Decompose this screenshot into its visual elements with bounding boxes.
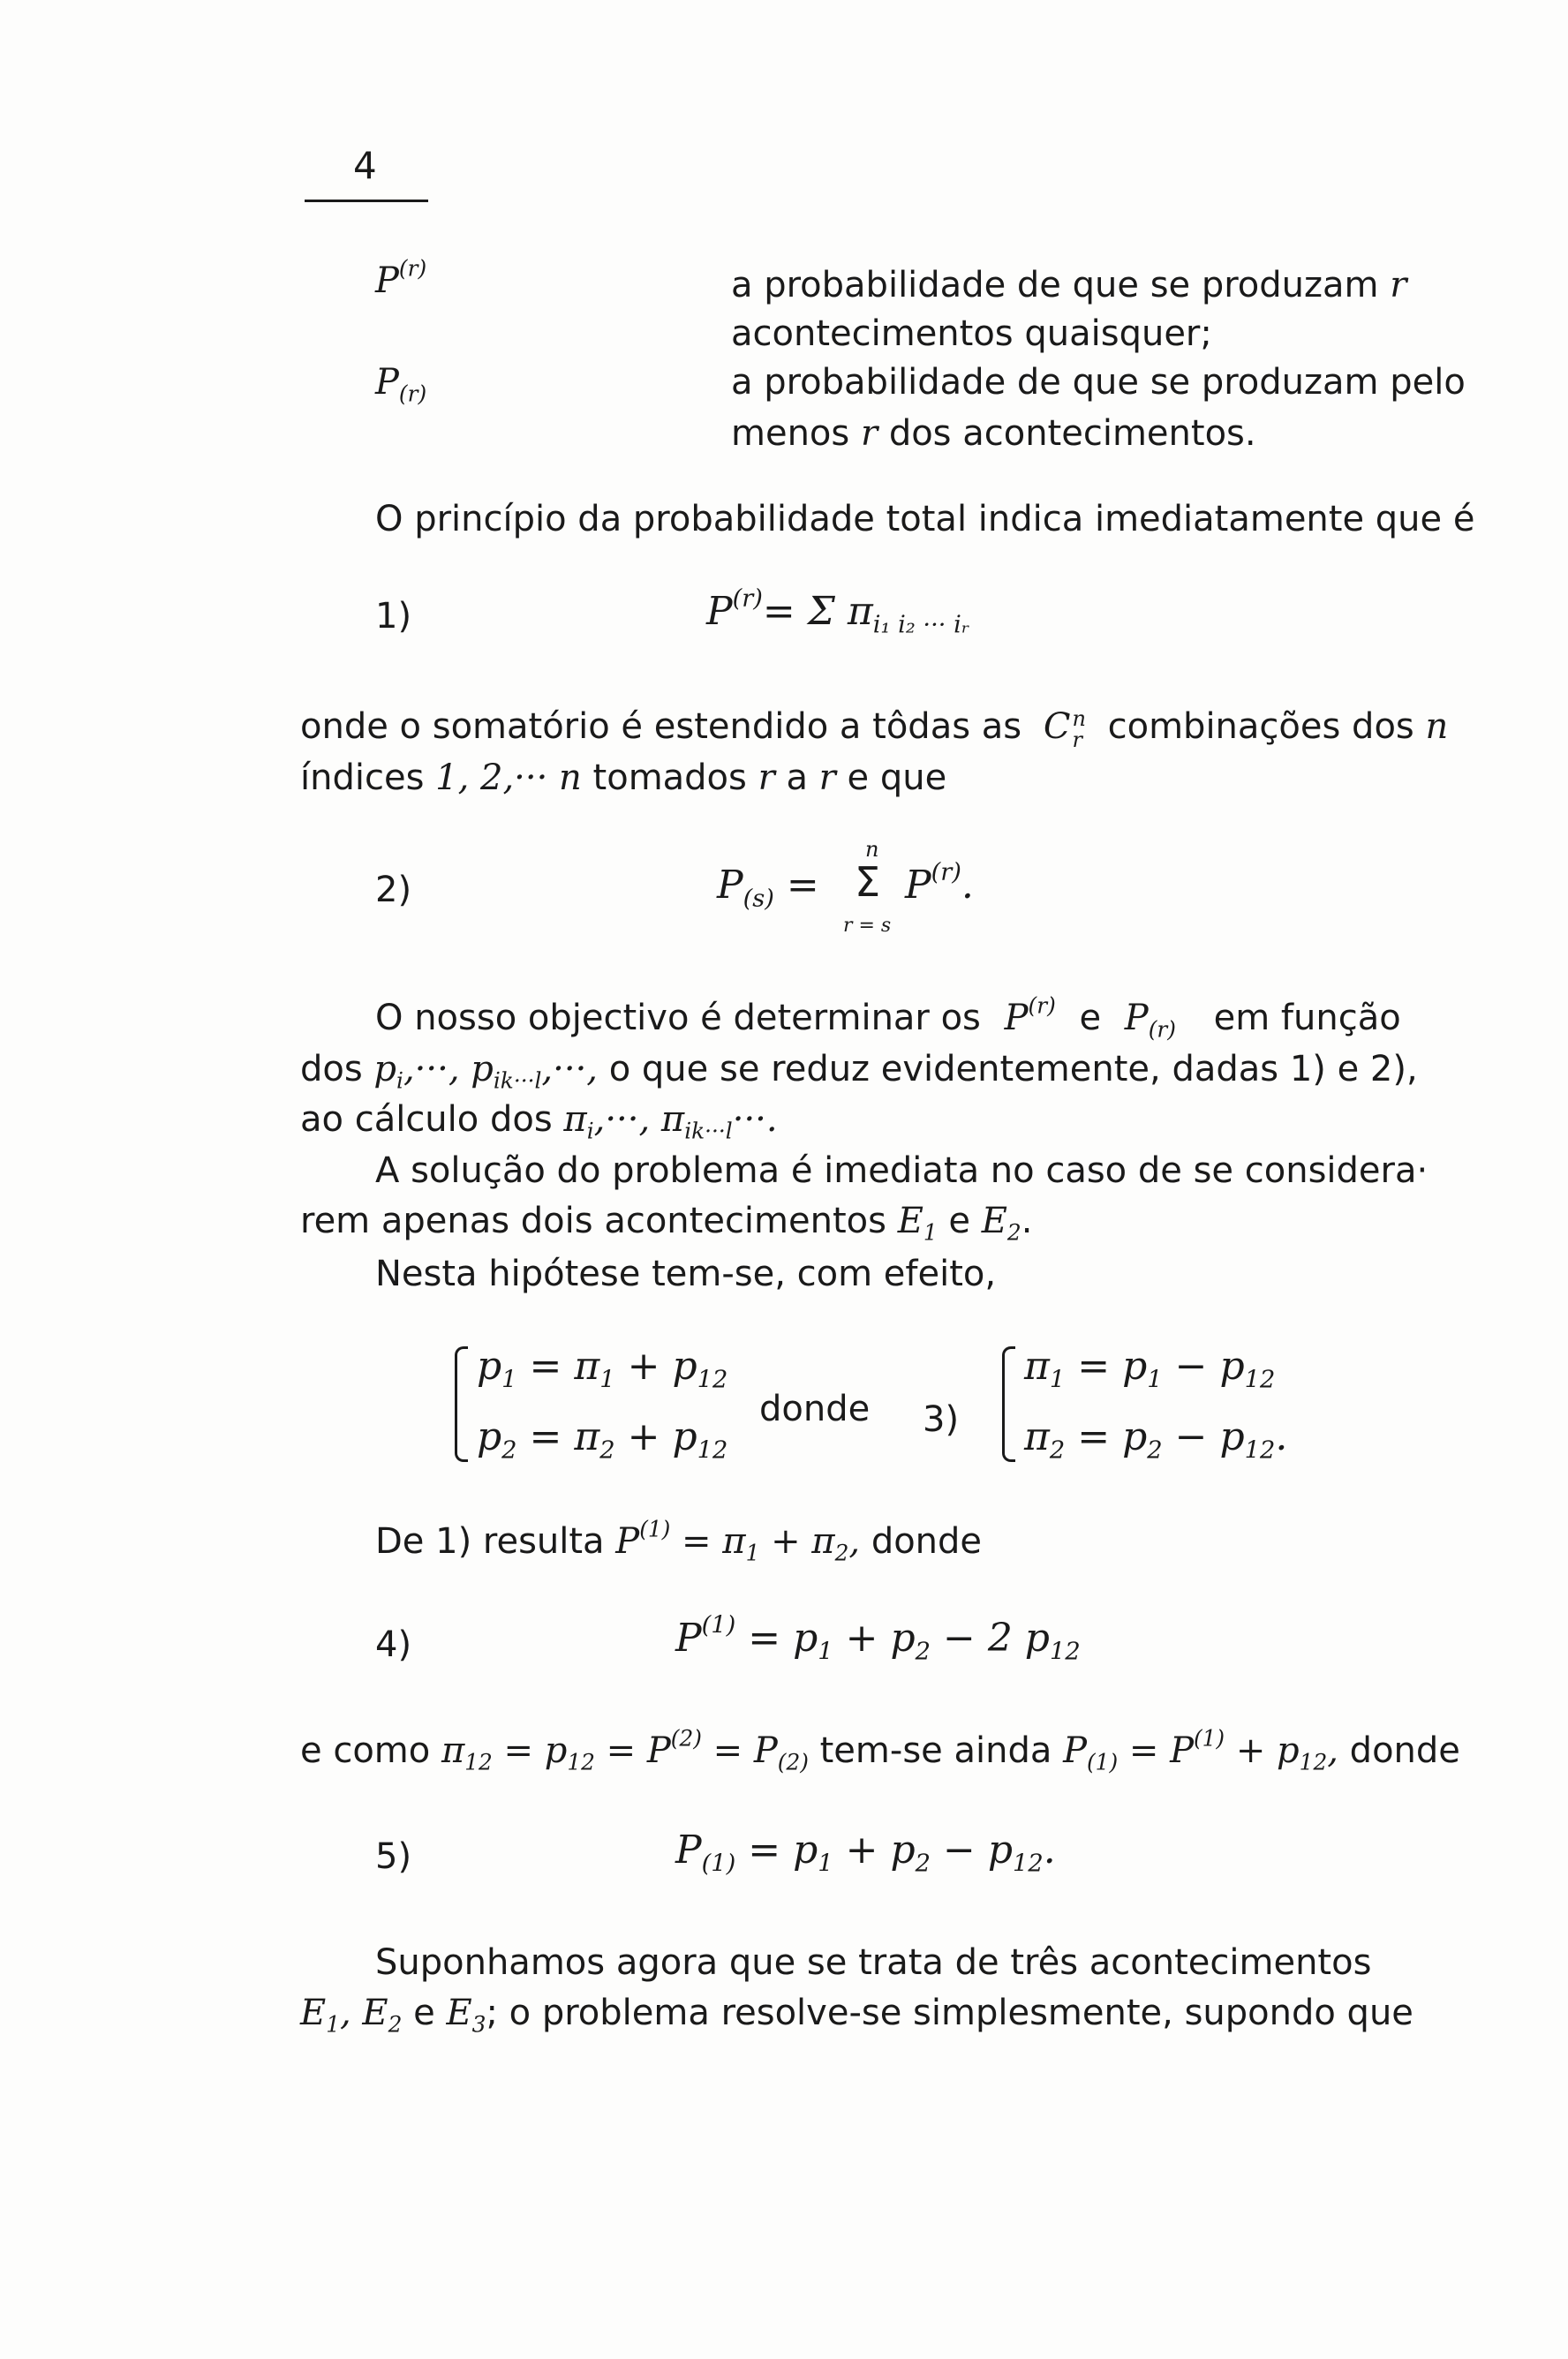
paragraph-objective-line-3: ao cálculo dos $\pi_i,\cdot\cdot\cdot$, $\pi_{ik\cdot\cdot\cdot l}\cdot\cdot\cdot$.: [300, 1099, 778, 1144]
paragraph-and-as: e como $\pi_{12} = p_{12} = P^{(2)} = P_{(2)}$ tem-se ainda $P_{(1)} = P^{(1)} + p_{12}$, donde: [300, 1725, 1460, 1775]
system-left-row-1: $p_1 = \pi_1 + p_{12}$: [477, 1344, 728, 1394]
equation-2-lhs: $P_{(s)}$ =: [717, 863, 819, 913]
equation-1-label: 1): [375, 596, 412, 637]
def-text-2b: menos r dos acontecimentos.: [731, 413, 1256, 454]
sum-upper-limit: n: [865, 837, 879, 862]
paragraph-solution-line-2: rem apenas dois acontecimentos $E_1$ e $E_2$.: [300, 1201, 1033, 1246]
def-symbol-p-lower-r: $P_{(r)}$: [375, 362, 427, 407]
sum-lower-limit: r = s: [843, 915, 892, 937]
equation-2-rhs: $P^{(r)}$.: [905, 858, 974, 908]
system-left-row-2: $p_2 = \pi_2 + p_{12}$: [477, 1414, 728, 1465]
paragraph-sum-line-2: índices 1, 2,··· n tomados r a r e que: [300, 757, 947, 798]
equation-5-label: 5): [375, 1836, 412, 1877]
summation-symbol: Σ: [855, 858, 881, 906]
equation-3-label: 3): [923, 1399, 960, 1440]
paragraph-objective-line-1: O nosso objectivo é determinar os $P^{(r)}$ e $P_{(r)}$ em função: [375, 992, 1401, 1043]
def-symbol-p-upper-r: $P^{(r)}$: [375, 255, 427, 301]
paragraph-sum-line-1: onde o somatório é estendido a tôdas as C n r combinações dos n: [300, 706, 1449, 752]
paragraph-result-1: De 1) resulta $P^{(1)} = \pi_1 + \pi_2$, donde: [375, 1516, 983, 1566]
def-text-1b: acontecimentos quaisquer;: [731, 313, 1212, 354]
paragraph-solution-line-1: A solução do problema é imediata no caso de se considera·: [375, 1150, 1429, 1191]
header-rule: [305, 200, 428, 202]
paragraph-total-probability: O princípio da probabilidade total indica imediatamente que é: [375, 499, 1475, 539]
equation-4: $P^{(1)} = p_1 + p_2 - 2$ $p_{12}$: [675, 1611, 1081, 1666]
equation-5: $P_{(1)} = p_1 + p_2 - p_{12}$.: [675, 1828, 1056, 1878]
paragraph-three-events-line-2: $E_1$, $E_2$ e $E_3$; o problema resolve-se simplesmente, supondo que: [300, 1993, 1413, 2038]
system-right-row-2: $\pi_2 = p_2 - p_{12}$.: [1024, 1414, 1288, 1465]
def-text-1a: a probabilidade de que se produzam r: [731, 265, 1407, 305]
system-right-row-1: $\pi_1 = p_1 - p_{12}$: [1024, 1344, 1276, 1394]
combination-symbol: C n r: [1043, 706, 1086, 752]
left-brace: [455, 1346, 468, 1462]
def-text-2a: a probabilidade de que se produzam pelo: [731, 362, 1466, 403]
equation-4-label: 4): [375, 1624, 412, 1665]
page-number: 4: [353, 144, 377, 187]
system-donde: donde: [759, 1389, 871, 1429]
paragraph-hypothesis: Nesta hipótese tem-se, com efeito,: [375, 1254, 997, 1294]
paragraph-three-events-line-1: Suponhamos agora que se trata de três acontecimentos: [375, 1942, 1372, 1983]
paragraph-objective-line-2: dos $p_i,\cdot\cdot\cdot$, $p_{ik\cdot\cdot\cdot l},\cdot\cdot\cdot$, o que se reduz evidentemente, dadas 1) e 2),: [300, 1049, 1418, 1094]
equation-1: $P^{(r)}= \Sigma$ $\pi_{i_1 i_2 \cdot\cdot\cdot iᵣ}$: [706, 584, 970, 639]
equation-2-label: 2): [375, 870, 412, 910]
right-brace: [1002, 1346, 1015, 1462]
